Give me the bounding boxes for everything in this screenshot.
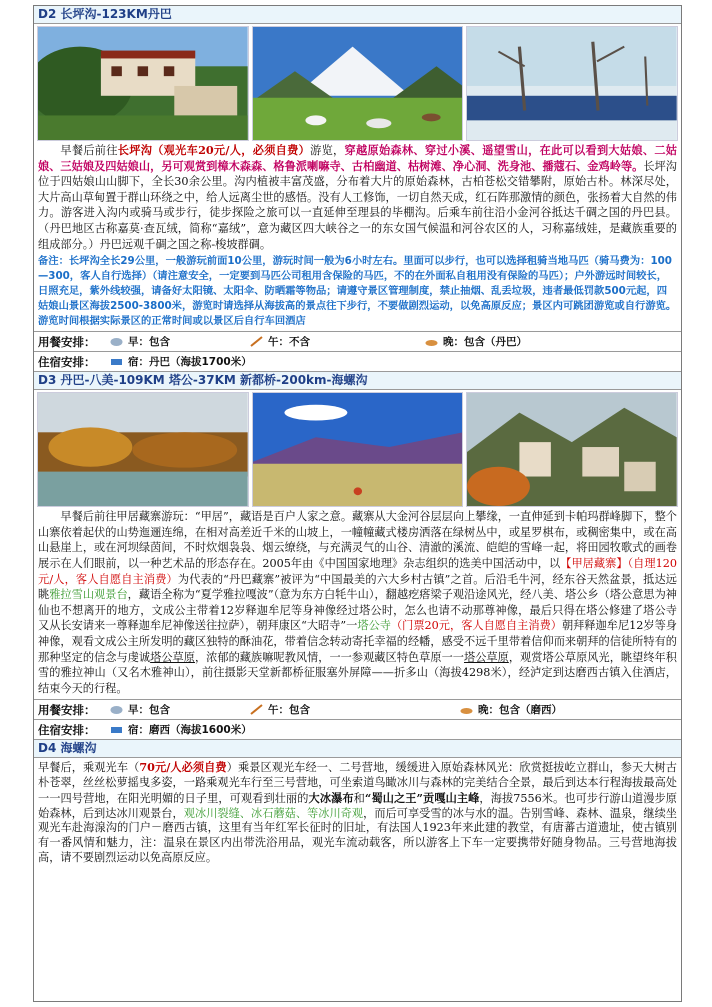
dish-icon [460, 704, 473, 715]
day4-ice-fall: 大冰瀑布 [308, 790, 354, 805]
dinner-text: 晚：包含（磨西） [478, 704, 562, 717]
dinner-item [425, 334, 527, 349]
day4-fee-notice: 70元/人必须自费 [139, 760, 227, 775]
day4-gongga-peak: “蜀山之王”贡嘎山主峰 [364, 790, 480, 805]
lunch-text: 午：包含 [268, 704, 310, 717]
lunch-item [250, 702, 460, 717]
day4-text-b: ）乘景区观光车经一、二号营地，缓缓进入原始森林风光：欣赏挺拔屹立群山，参天大树古朴苍翠，丝丝松萝摇曳多姿，一路乘观光车行至三号营地，可坐索道鸟瞰冰川与森林的完美结合全景，最后到达本行程海拔最高处一一四号营地，在阳光明媚的日子里，可观看到壮丽的 [38, 761, 677, 805]
day3-text-b: 为代表的“丹巴藏寨”被评为“中国最美的六大乡村古镇”之首。后沿毛牛河，经东谷天然盆景，抵达远眺 [38, 572, 677, 602]
day4-text-e: ，而后可享受雪的冰与水的温。告别雪峰、森林、温泉，继续坐观光车赴海湶沟的门户－磨西古镇，这里有当年红军长征时的旧址，有法国人1923年来此建的教堂，有唐蕃古道遗址，使古镇别有一番风情和魅力，注：温泉在景区内出带洗浴用品，观光车流动载客，所以游客上下车一定要携带好随身物品。三号营地海拔高，请不要剧烈运动以免高原反应。 [38, 806, 677, 865]
grassland-mountain-photo [252, 392, 464, 507]
day3-tagong-grassland-a: 塔公草原 [150, 650, 195, 664]
day3-text-e: ，浓郁的藏族嘛呢教风情，一一参观藏区特色草原一一 [194, 650, 464, 664]
hotel-item [110, 354, 252, 369]
hotel-label: 住宿安排： [38, 354, 96, 369]
breakfast-text: 早：包含 [128, 704, 170, 717]
lunch-item [250, 334, 425, 349]
day3-fee-jiaju: 【甲居藏寨】（自理120元/人，客人自愿自主消费） [38, 556, 677, 586]
day2-description [34, 141, 681, 252]
day4-glacier-wonders: 观冰川裂缝、冰石蘑菇、等冰川奇观 [183, 806, 364, 820]
day2-text-a: 早餐后前往 [60, 144, 118, 157]
itinerary-frame [33, 5, 682, 1002]
day3-text-f: ，观赏塔公草原风光，眺望终年积雪的雅拉神山（又名木雅神山），前往摄影天堂新都桥征服塞外屏障——折多山（海拔4298米），经泸定到达磨西古镇入住酒店，结束今天的行程。 [38, 650, 677, 695]
bowl-icon [110, 704, 123, 715]
day2-text-c: 长坪沟位于四姑娘山山脚下，全长30余公里。沟内植被丰富茂盛，分布着大片的原始森林，古柏苍松交错攀附，原始古朴。林深尽处，大片高山草甸置于群山环绕之中，给人远离尘世的感悟。没有人工修饰，一切自然天成，红石阵那激情的颜色，张扬着大自然的伟力。游客进入沟内或骑马或步行，徒步探险之旅可以一直延伸至理县的毕棚沟。后乘车前往沿小金河谷抵达千碉之国的丹巴县。（丹巴地区古称嘉莫·查瓦绒，简称“嘉绒”，意为藏区四大峡谷之一的东女国气候温和河谷农区的人，习称嘉绒娃，是藏族重要的组成部分。）丹巴远观千碉之国之称-梭坡群碉。 [38, 159, 677, 251]
day2-header: D2 长坪沟-123KM丹巴 [34, 6, 681, 24]
breakfast-item [110, 334, 250, 349]
day3-meals-row [34, 699, 681, 719]
day4-text-d: ，海拔7556米。也可步行游山道漫步原始森林，后到达冰川观景台， [38, 791, 677, 820]
day3-yala-viewpoint: 雅拉雪山观景台 [49, 588, 128, 602]
frozen-lake-trees-photo [466, 26, 678, 141]
hotel-label: 住宿安排： [38, 722, 96, 737]
day2-fee-notice: 长坪沟（观光车20元/人，必须自费） [117, 143, 311, 157]
day3-text-c: ，藏语全称为“夏学雅拉嘎波”（意为东方白牦牛山），翻越疙瘩梁子观沿途风光，经八美、塔公乡（塔公意思为神仙也不想离开的地方，文成公主带着12岁释迦牟尼等身神像经过塔公时，怎么也请不动那尊神像，最后只得在塔公修建了塔公寺又从长安请来一尊释迦牟尼神像送往拉萨），朝拜康区“大昭寺”一 [38, 588, 677, 633]
breakfast-item [110, 702, 250, 717]
day2-highlights: 穿越原始森林、穿过小溪、遥望雪山，在此可以看到大姑娘、二姑娘、三姑娘及四姑娘山，另可观赏到樟木森森、格鲁派喇嘛寺、古柏幽道、枯树滩、净心洞、洗身池、播蔻石、金鸡岭等。 [38, 143, 677, 173]
day2-note: 备注：长坪沟全长29公里，一般游玩前面10公里，游玩时间一般为6小时左右。里面可以步行，也可以选择租骑当地马匹（骑马费为：100—300，客人自行选择）（请注意安全，一定要到马匹公司租用含保险的马匹，不的在外面私自租用没有保险的马匹）；户外游远时间较长，日照充足，紫外线较强，请备好太阳镜、太阳伞、防晒霜等物品；请遵守景区管理制度，禁止抽烟、乱丢垃圾，违者最低罚款500元起，四姑娘山景区海拔2500-3800米，游览时请选择从海拔高的景点往下步行，不要做剧烈运动，以免高原反应；景区内可跳团游览或自行游览。游览时间根据实际景区的正常时间或以景区后自行车回酒店 [38, 255, 677, 328]
dish-icon [425, 336, 438, 347]
day2-photo-strip [34, 24, 681, 141]
day3-text-a: 早餐后前往甲居藏寨游玩：“甲居”，藏语是百户人家之意。藏寨从大金河谷层层向上攀缘，一直伸延到卡帕玛群峰脚下，整个山寨依着起伏的山势迤逦连绵，在相对高差近千米的山坡上，一幢幢藏式楼房洒落在绿树丛中，或星罗棋布，或稠密集中，或在高山悬崖上，或在河坝绿茵间，不时炊烟袅袅、烟云缭绕，与充满灵气的山谷、清澈的溪流、皑皑的雪峰一起，将田园牧歌式的画卷展示在人们眼前，以一种艺术品的形态存在。2005年由《中国国家地理》杂志组织的选美中国活动中，以 [38, 510, 677, 570]
day3-header: D3 丹巴-八美-109KM 塔公-37KM 新都桥-200km-海螺沟 [34, 371, 681, 390]
day3-description [34, 507, 681, 696]
hotel-item [110, 722, 252, 737]
day4-text-a: 早餐后，乘观光车（ [38, 761, 140, 775]
day4-description [34, 758, 681, 866]
chopsticks-icon [250, 336, 263, 347]
autumn-forest-lake-photo [37, 392, 249, 507]
hotel-text: 宿：丹巴（海拔1700米） [128, 356, 252, 369]
dinner-text: 晚：包含（丹巴） [443, 336, 527, 349]
day3-tagong-temple: 塔公寺 [357, 619, 391, 633]
bed-icon [110, 724, 123, 735]
stone-village-photo [466, 392, 678, 507]
meals-label: 用餐安排： [38, 334, 96, 349]
day2-meals-row [34, 331, 681, 351]
meals-label: 用餐安排： [38, 702, 96, 717]
day2-text-b: 游览， [310, 144, 345, 157]
day3-text-d: 朝拜释迦牟尼12岁等身神像，观看文成公主所发明的藏区独特的酥油花，带着信念转动寄托幸福的经幡，感受不远千里带着信仰而来朝拜的信徒所特有的那种坚定的信念与虔诚 [38, 619, 677, 664]
bowl-icon [110, 336, 123, 347]
breakfast-text: 早：包含 [128, 336, 170, 349]
tibetan-village-photo [37, 26, 249, 141]
day3-tagong-grassland-b: 塔公草原 [463, 650, 509, 664]
day4-text-c: 和 [353, 791, 365, 805]
lunch-text: 午：不含 [268, 336, 310, 349]
day3-photo-strip [34, 390, 681, 507]
day3-hotel-row [34, 719, 681, 739]
hotel-text: 宿：磨西（海拔1600米） [128, 724, 252, 737]
chopsticks-icon [250, 704, 263, 715]
day4-header: D4 海螺沟 [34, 739, 681, 758]
snow-mountain-horses-photo [252, 26, 464, 141]
dinner-item [460, 702, 562, 717]
day3-fee-tagong: （门票20元，客人自愿自主消费） [390, 619, 562, 633]
day2-hotel-row [34, 351, 681, 371]
bed-icon [110, 356, 123, 367]
